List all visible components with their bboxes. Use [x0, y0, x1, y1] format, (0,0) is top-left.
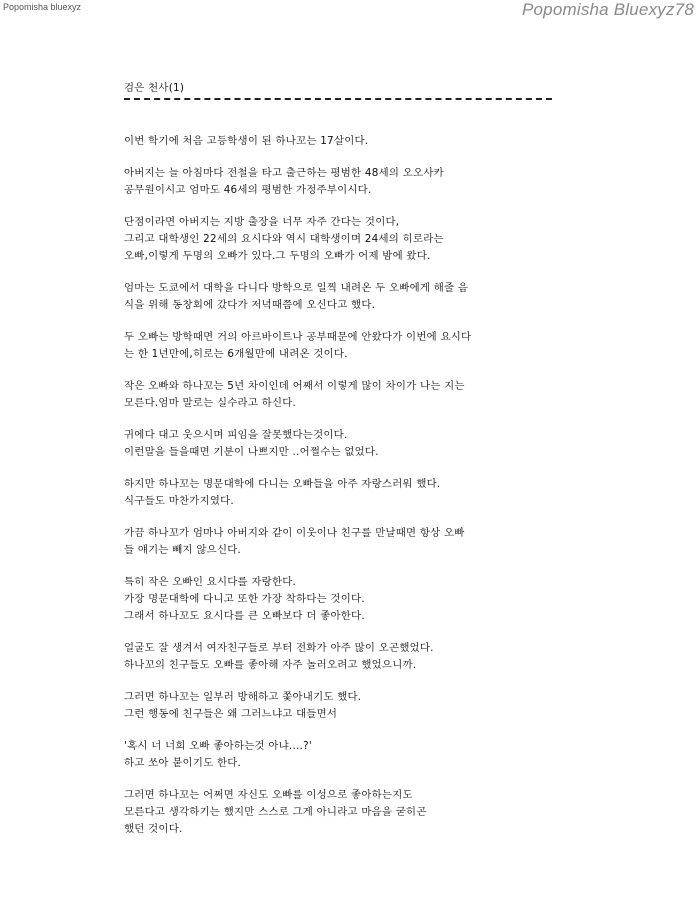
- document-body: [124, 80, 564, 853]
- paragraph-line: 식을 위해 동창회에 갔다가 저녁때쯤에 오신다고 했다.: [124, 299, 376, 311]
- paragraph-line: 단점이라면 아버지는 지방 출장을 너무 자주 간다는 것이다,: [124, 216, 400, 228]
- paragraph-line: 들 얘기는 빼지 않으신다.: [124, 544, 242, 556]
- paragraph-line: '혹시 너 너희 오빠 좋아하는것 아냐....?': [124, 740, 312, 752]
- paragraph-line: 가끔 하나꼬가 엄마나 아버지와 같이 이웃이나 친구를 만날때면 항상 오빠: [124, 527, 465, 539]
- paragraph: [124, 787, 564, 838]
- paragraph: [124, 280, 564, 314]
- paragraph-line: 이번 학기에 처음 고등학생이 된 하나꼬는 17살이다.: [124, 135, 369, 147]
- paragraph: [124, 165, 564, 199]
- paragraph: [124, 738, 564, 772]
- paragraph: [124, 378, 564, 412]
- paragraph-line: 하나꼬의 친구들도 오빠를 좋아해 자주 놀러오려고 했었으니까.: [124, 659, 417, 671]
- paragraph: [124, 640, 564, 674]
- paragraph: [124, 427, 564, 461]
- paragraph-line: 가장 명문대학에 다니고 또한 가장 착하다는 것이다.: [124, 593, 365, 605]
- watermark-left: Popomisha bluexyz: [3, 2, 82, 12]
- paragraph-line: 얼굴도 잘 생겨서 여자친구들로 부터 전화가 아주 많이 오곤했었다.: [124, 642, 434, 654]
- paragraph-line: 작은 오빠와 하나꼬는 5년 차이인데 어째서 이렇게 많이 차이가 나는 지는: [124, 380, 465, 392]
- paragraph: [124, 525, 564, 559]
- paragraph-line: 그러면 하나꼬는 어쩌면 자신도 오빠를 이성으로 좋아하는지도: [124, 789, 413, 801]
- paragraph-line: 귀에다 대고 웃으시며 피임을 잘못했다는것이다.: [124, 429, 348, 441]
- paragraph-line: 특히 작은 오빠인 요시다를 자랑한다.: [124, 576, 297, 588]
- paragraph-line: 하고 쏘아 붙이기도 한다.: [124, 757, 242, 769]
- paragraph-line: 엄마는 도쿄에서 대학을 다니다 방학으로 일찍 내려온 두 오빠에게 해줄 음: [124, 282, 469, 294]
- paragraph-list: [124, 133, 564, 838]
- paragraph-line: 이런말을 들을때면 기분이 나쁘지만 ..어쩔수는 없었다.: [124, 446, 379, 458]
- paragraph-line: 그래서 하나꼬도 요시다를 큰 오빠보다 더 좋아한다.: [124, 610, 365, 622]
- paragraph-line: 아버지는 늘 아침마다 전철을 타고 출근하는 평범한 48세의 오오사카: [124, 167, 444, 179]
- paragraph: [124, 329, 564, 363]
- paragraph-line: 했던 것이다.: [124, 823, 183, 835]
- paragraph: [124, 214, 564, 265]
- paragraph-line: 공무원이시고 엄마도 46세의 평범한 가정주부이시다.: [124, 184, 372, 196]
- paragraph: [124, 574, 564, 625]
- paragraph-line: 식구들도 마찬가지였다.: [124, 495, 234, 507]
- paragraph-line: 그런 행동에 친구들은 왜 그러느냐고 대들면서: [124, 708, 338, 720]
- paragraph: [124, 476, 564, 510]
- paragraph-line: 모른다.엄마 말로는 실수라고 하신다.: [124, 397, 297, 409]
- paragraph: [124, 689, 564, 723]
- paragraph-line: 하지만 하나꼬는 명문대학에 다니는 오빠들을 아주 자랑스러워 했다.: [124, 478, 441, 490]
- paragraph-line: 그러면 하나꼬는 일부러 방해하고 쫓아내기도 했다.: [124, 691, 362, 703]
- paragraph-line: 오빠,이렇게 두명의 오빠가 있다.그 두명의 오빠가 어제 밤에 왔다.: [124, 250, 431, 262]
- document-title: 검은 천사(1): [124, 82, 185, 94]
- title-separator: [124, 98, 552, 100]
- paragraph: [124, 133, 564, 150]
- paragraph-line: 그리고 대학생인 22세의 요시다와 역시 대학생이며 24세의 히로라는: [124, 233, 444, 245]
- paragraph-line: 는 한 1년만에,히로는 6개월만에 내려온 것이다.: [124, 348, 348, 360]
- paragraph-line: 두 오빠는 방학때면 거의 아르바이트나 공부때문에 안왔다가 이번에 요시다: [124, 331, 472, 343]
- paragraph-line: 모른다고 생각하기는 했지만 스스로 그게 아니라고 마음을 굳히곤: [124, 806, 427, 818]
- watermark-right: Popomisha Bluexyz78: [521, 0, 694, 19]
